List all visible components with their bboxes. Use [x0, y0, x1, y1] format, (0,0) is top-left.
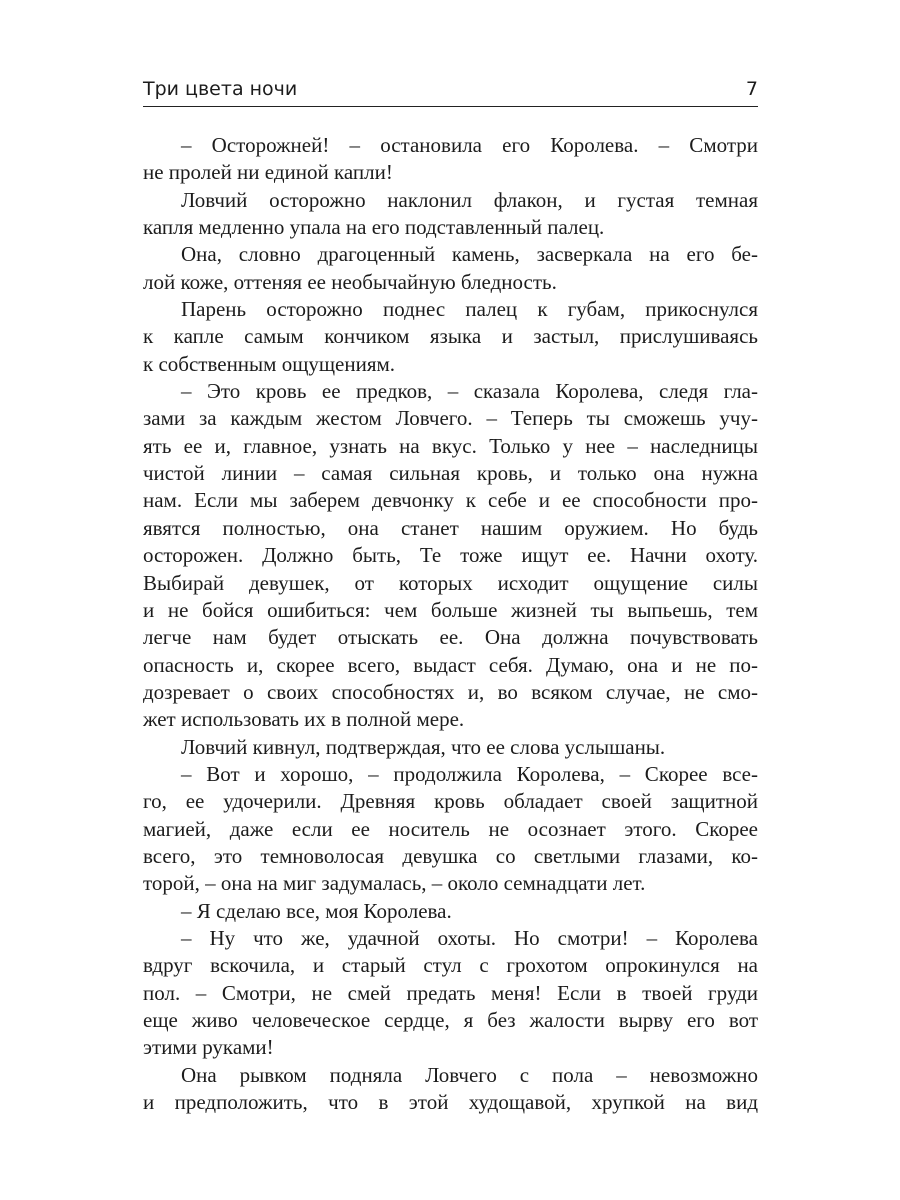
text-line: этими руками!	[143, 1035, 274, 1060]
text-line: легче нам будет отыскать ее. Она должна почувствовать	[143, 625, 758, 650]
text-line: вдруг вскочила, и старый стул с грохотом опрокинулся на	[143, 953, 758, 978]
text-line: к капле самым кончиком языка и застыл, прислушиваясь	[143, 324, 758, 349]
text-line: Ловчий кивнул, подтверждая, что ее слова услышаны.	[181, 734, 666, 759]
text-line: не пролей ни единой капли!	[143, 160, 393, 185]
text-line: дозревает о своих способностях и, во всяком случае, не смо-	[143, 679, 758, 704]
text-line: нам. Если мы заберем девчонку к себе и ее способности про-	[143, 488, 758, 513]
page-number: 7	[745, 78, 758, 100]
text-line: – Я сделаю все, моя Королева.	[181, 898, 452, 923]
text-line: – Это кровь ее предков, – сказала Королева, следя гла-	[181, 379, 758, 404]
running-title: Три цвета ночи	[143, 78, 298, 100]
text-line: и предположить, что в этой худощавой, хрупкой на вид	[143, 1090, 758, 1115]
text-line: – Ну что же, удачной охоты. Но смотри! – Королева	[181, 925, 758, 950]
paragraph	[143, 296, 758, 378]
body-text	[143, 132, 758, 1116]
text-line: жет использовать их в полной мере.	[143, 707, 465, 732]
paragraph	[143, 241, 758, 296]
text-line: к собственным ощущениям.	[143, 351, 396, 376]
text-line: еще живо человеческое сердце, я без жалости вырву его вот	[143, 1008, 758, 1032]
text-line: лой коже, оттеняя ее необычайную бледность.	[143, 269, 557, 294]
paragraph	[143, 187, 758, 242]
text-line: явятся полностью, она станет нашим оружием. Но будь	[143, 515, 758, 540]
text-line: зами за каждым жестом Ловчего. – Теперь ты сможешь учу-	[143, 406, 758, 431]
text-line: Она, словно драгоценный камень, засверкала на его бе-	[181, 242, 758, 267]
text-line: магией, даже если ее носитель не осознает этого. Скорее	[143, 816, 758, 841]
text-line: Парень осторожно поднес палец к губам, прикоснулся	[181, 297, 758, 322]
text-line: всего, это темноволосая девушка со светлыми глазами, ко-	[143, 843, 758, 868]
text-line: Ловчий осторожно наклонил флакон, и густая темная	[181, 187, 758, 212]
text-line: торой, – она на миг задумалась, – около семнадцати лет.	[143, 871, 646, 896]
paragraph	[143, 132, 758, 187]
text-line: чистой линии – самая сильная кровь, и только она нужна	[143, 461, 758, 486]
text-line: – Вот и хорошо, – продолжила Королева, – Скорее все-	[181, 761, 758, 786]
paragraph	[143, 898, 758, 925]
header-rule	[143, 106, 758, 107]
text-line: капля медленно упала на его подставленный палец.	[143, 215, 605, 240]
paragraph	[143, 761, 758, 898]
paragraph	[143, 734, 758, 761]
paragraph	[143, 378, 758, 733]
text-line: – Осторожней! – остановила его Королева. – Смотри	[181, 133, 758, 157]
text-line: и не бойся ошибиться: чем больше жизней ты выпьешь, тем	[143, 597, 758, 622]
paragraph	[143, 925, 758, 1062]
text-line: опасность и, скорее всего, выдаст себя. Думаю, она и не по-	[143, 652, 758, 677]
text-line: ять ее и, главное, узнать на вкус. Только у нее – наследницы	[143, 433, 758, 458]
text-line: го, ее удочерили. Древняя кровь обладает своей защитной	[143, 789, 758, 814]
text-line: пол. – Смотри, не смей предать меня! Если в твоей груди	[143, 980, 758, 1005]
text-line: Она рывком подняла Ловчего с пола – невозможно	[181, 1062, 758, 1087]
paragraph	[143, 1062, 758, 1117]
text-line: осторожен. Должно быть, Те тоже ищут ее. Начни охоту.	[143, 543, 758, 568]
running-head	[143, 76, 758, 104]
text-line: Выбирай девушек, от которых исходит ощущение силы	[143, 570, 758, 595]
